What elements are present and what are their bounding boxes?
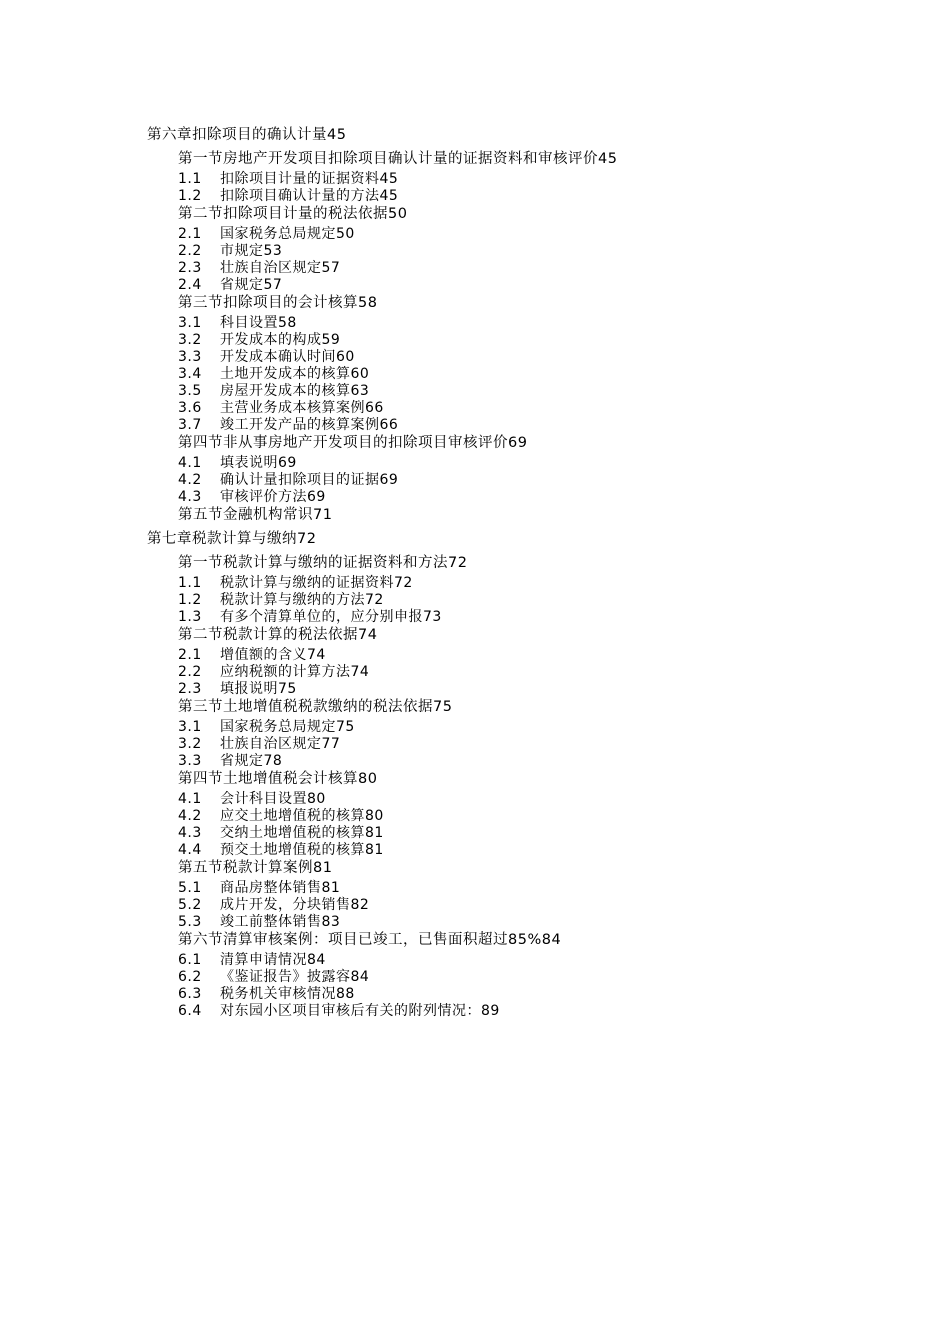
toc-section-title: 第六节清算审核案例：项目已竣工，已售面积超过85%84 xyxy=(178,932,562,948)
toc-section[interactable] xyxy=(147,506,907,525)
toc-item-number: 1.1 xyxy=(178,575,202,591)
toc-item-title: 国家税务总局规定75 xyxy=(220,719,355,735)
toc-item[interactable] xyxy=(147,753,907,770)
toc-item[interactable] xyxy=(147,472,907,489)
toc-item-number: 2.4 xyxy=(178,277,202,293)
toc-item-number: 4.3 xyxy=(178,825,202,841)
toc-item[interactable] xyxy=(147,277,907,294)
toc-item-title: 应交土地增值税的核算80 xyxy=(220,808,384,824)
toc-item-number: 6.3 xyxy=(178,986,202,1002)
toc-item[interactable] xyxy=(147,736,907,753)
toc-section-title: 第五节税款计算案例81 xyxy=(178,860,333,876)
toc-item[interactable] xyxy=(147,592,907,609)
toc-chapter-title: 第七章税款计算与缴纳72 xyxy=(147,531,317,547)
table-of-contents xyxy=(147,126,907,1020)
toc-section[interactable] xyxy=(147,150,907,169)
toc-section-title: 第四节土地增值税会计核算80 xyxy=(178,771,378,787)
toc-item-number: 6.1 xyxy=(178,952,202,968)
toc-item-number: 2.2 xyxy=(178,664,202,680)
toc-section[interactable] xyxy=(147,205,907,224)
toc-item-number: 1.1 xyxy=(178,171,202,187)
toc-section-title: 第一节房地产开发项目扣除项目确认计量的证据资料和审核评价45 xyxy=(178,151,618,167)
toc-section[interactable] xyxy=(147,294,907,313)
toc-item[interactable] xyxy=(147,825,907,842)
toc-item-number: 3.2 xyxy=(178,736,202,752)
toc-section[interactable] xyxy=(147,434,907,453)
toc-item[interactable] xyxy=(147,489,907,506)
toc-section[interactable] xyxy=(147,554,907,573)
toc-item[interactable] xyxy=(147,914,907,931)
toc-item-title: 主营业务成本核算案例66 xyxy=(220,400,384,416)
toc-item-title: 壮族自治区规定57 xyxy=(220,260,341,276)
toc-item-number: 2.1 xyxy=(178,226,202,242)
toc-chapter-title: 第六章扣除项目的确认计量45 xyxy=(147,127,347,143)
toc-section-title: 第四节非从事房地产开发项目的扣除项目审核评价69 xyxy=(178,435,528,451)
toc-item-title: 开发成本确认时间60 xyxy=(220,349,355,365)
toc-item-number: 1.2 xyxy=(178,592,202,608)
toc-item-number: 3.1 xyxy=(178,719,202,735)
toc-section-title: 第三节扣除项目的会计核算58 xyxy=(178,295,378,311)
toc-item-title: 填表说明69 xyxy=(220,455,297,471)
toc-item-title: 税款计算与缴纳的证据资料72 xyxy=(220,575,413,591)
toc-item-title: 土地开发成本的核算60 xyxy=(220,366,370,382)
toc-item-number: 3.3 xyxy=(178,349,202,365)
toc-section-title: 第五节金融机构常识71 xyxy=(178,507,333,523)
toc-item[interactable] xyxy=(147,1003,907,1020)
toc-item[interactable] xyxy=(147,681,907,698)
toc-item[interactable] xyxy=(147,226,907,243)
toc-item[interactable] xyxy=(147,575,907,592)
toc-item-number: 1.2 xyxy=(178,188,202,204)
toc-item-number: 3.3 xyxy=(178,753,202,769)
toc-item-title: 《鉴证报告》披露容84 xyxy=(220,969,370,985)
toc-item-title: 交纳土地增值税的核算81 xyxy=(220,825,384,841)
toc-item-title: 开发成本的构成59 xyxy=(220,332,341,348)
toc-item-number: 4.2 xyxy=(178,808,202,824)
toc-item-number: 3.6 xyxy=(178,400,202,416)
toc-item-title: 清算申请情况84 xyxy=(220,952,326,968)
toc-item-title: 市规定53 xyxy=(220,243,283,259)
toc-item[interactable] xyxy=(147,880,907,897)
toc-item-number: 4.2 xyxy=(178,472,202,488)
toc-item-title: 审核评价方法69 xyxy=(220,489,326,505)
toc-item[interactable] xyxy=(147,664,907,681)
toc-item-title: 竣工前整体销售83 xyxy=(220,914,341,930)
toc-item[interactable] xyxy=(147,791,907,808)
toc-item-number: 3.2 xyxy=(178,332,202,348)
toc-item-title: 科目设置58 xyxy=(220,315,297,331)
toc-section-title: 第三节土地增值税税款缴纳的税法依据75 xyxy=(178,699,453,715)
toc-item-number: 5.3 xyxy=(178,914,202,930)
toc-section[interactable] xyxy=(147,859,907,878)
toc-item[interactable] xyxy=(147,260,907,277)
toc-item-number: 6.4 xyxy=(178,1003,202,1019)
toc-item-title: 有多个清算单位的，应分别申报73 xyxy=(220,609,442,625)
toc-item[interactable] xyxy=(147,383,907,400)
toc-item[interactable] xyxy=(147,349,907,366)
toc-chapter[interactable] xyxy=(147,530,907,549)
toc-item[interactable] xyxy=(147,171,907,188)
toc-item-title: 填报说明75 xyxy=(220,681,297,697)
toc-item-title: 竣工开发产品的核算案例66 xyxy=(220,417,399,433)
toc-item-number: 4.3 xyxy=(178,489,202,505)
toc-item[interactable] xyxy=(147,719,907,736)
toc-item[interactable] xyxy=(147,808,907,825)
toc-item[interactable] xyxy=(147,366,907,383)
toc-item-number: 3.1 xyxy=(178,315,202,331)
toc-item[interactable] xyxy=(147,897,907,914)
toc-item[interactable] xyxy=(147,647,907,664)
toc-item[interactable] xyxy=(147,315,907,332)
toc-item-title: 确认计量扣除项目的证据69 xyxy=(220,472,399,488)
toc-item-number: 5.2 xyxy=(178,897,202,913)
toc-item-number: 4.1 xyxy=(178,791,202,807)
toc-item-title: 成片开发，分块销售82 xyxy=(220,897,370,913)
toc-item-title: 税务机关审核情况88 xyxy=(220,986,355,1002)
toc-item[interactable] xyxy=(147,842,907,859)
toc-section[interactable] xyxy=(147,626,907,645)
toc-item-number: 2.3 xyxy=(178,260,202,276)
toc-item[interactable] xyxy=(147,417,907,434)
toc-item-title: 增值额的含义74 xyxy=(220,647,326,663)
toc-item-number: 1.3 xyxy=(178,609,202,625)
toc-item-number: 3.7 xyxy=(178,417,202,433)
toc-item-title: 房屋开发成本的核算63 xyxy=(220,383,370,399)
toc-item-number: 3.4 xyxy=(178,366,202,382)
toc-item[interactable] xyxy=(147,400,907,417)
toc-section[interactable] xyxy=(147,698,907,717)
toc-item[interactable] xyxy=(147,952,907,969)
toc-item-title: 国家税务总局规定50 xyxy=(220,226,355,242)
toc-item-number: 2.1 xyxy=(178,647,202,663)
toc-item-number: 4.4 xyxy=(178,842,202,858)
toc-item-number: 5.1 xyxy=(178,880,202,896)
toc-section[interactable] xyxy=(147,931,907,950)
toc-item[interactable] xyxy=(147,455,907,472)
toc-item[interactable] xyxy=(147,332,907,349)
toc-item-number: 6.2 xyxy=(178,969,202,985)
toc-item-title: 会计科目设置80 xyxy=(220,791,326,807)
toc-item-title: 扣除项目计量的证据资料45 xyxy=(220,171,399,187)
toc-item[interactable] xyxy=(147,986,907,1003)
toc-item-title: 扣除项目确认计量的方法45 xyxy=(220,188,399,204)
toc-item[interactable] xyxy=(147,243,907,260)
toc-item-number: 4.1 xyxy=(178,455,202,471)
toc-section-title: 第一节税款计算与缴纳的证据资料和方法72 xyxy=(178,555,468,571)
toc-item-title: 省规定57 xyxy=(220,277,283,293)
toc-section-title: 第二节税款计算的税法依据74 xyxy=(178,627,378,643)
toc-item-title: 商品房整体销售81 xyxy=(220,880,341,896)
toc-section[interactable] xyxy=(147,770,907,789)
toc-item[interactable] xyxy=(147,188,907,205)
toc-item-title: 应纳税额的计算方法74 xyxy=(220,664,370,680)
toc-item-number: 2.2 xyxy=(178,243,202,259)
toc-item[interactable] xyxy=(147,609,907,626)
toc-chapter[interactable] xyxy=(147,126,907,145)
toc-item-title: 对东园小区项目审核后有关的附列情况：89 xyxy=(220,1003,500,1019)
toc-section-title: 第二节扣除项目计量的税法依据50 xyxy=(178,206,408,222)
toc-item-number: 3.5 xyxy=(178,383,202,399)
toc-item-title: 预交土地增值税的核算81 xyxy=(220,842,384,858)
toc-item-title: 壮族自治区规定77 xyxy=(220,736,341,752)
toc-item-title: 省规定78 xyxy=(220,753,283,769)
toc-item[interactable] xyxy=(147,969,907,986)
toc-item-number: 2.3 xyxy=(178,681,202,697)
toc-item-title: 税款计算与缴纳的方法72 xyxy=(220,592,384,608)
